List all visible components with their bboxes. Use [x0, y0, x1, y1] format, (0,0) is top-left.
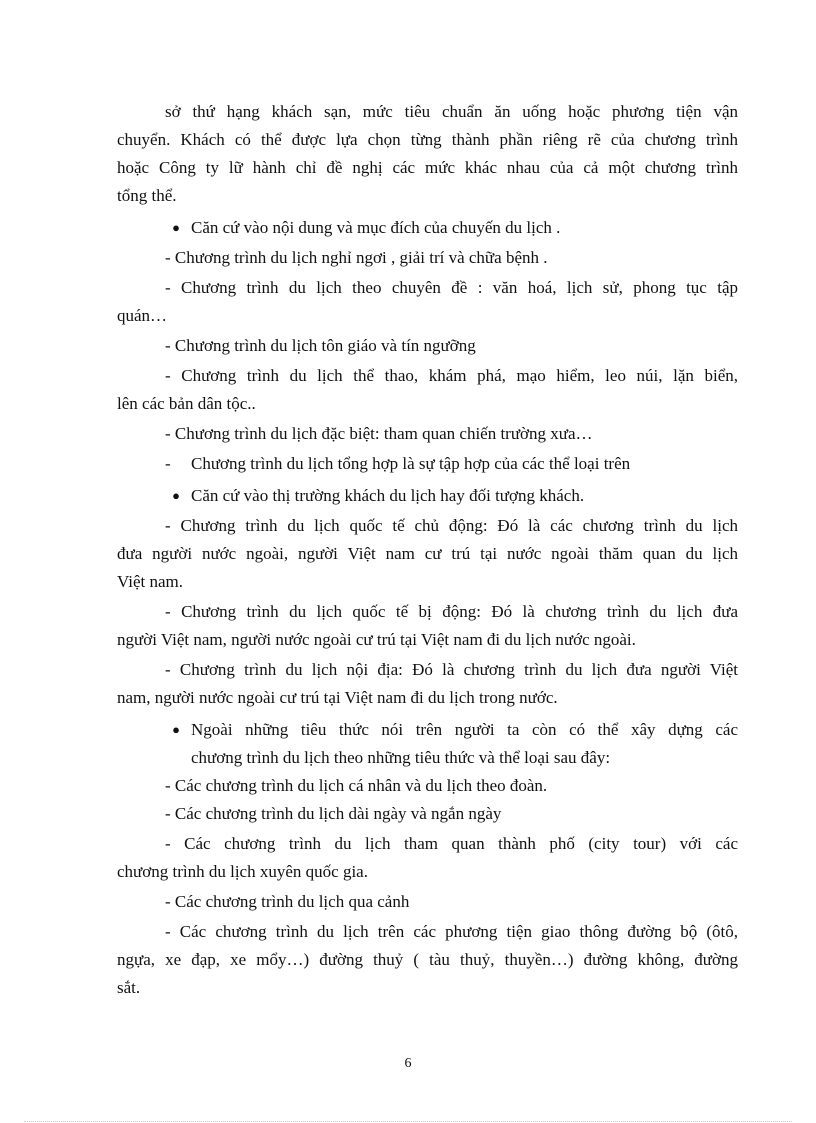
- list-item: - Các chương trình du lịch trên các phương tiện giao thông đường bộ (ôtô,: [165, 922, 738, 941]
- bullet-icon: ●: [172, 722, 180, 737]
- list-item: - Các chương trình du lịch cá nhân và du lịch theo đoàn.: [165, 776, 548, 795]
- list-item-continuation: nam, người nước ngoài cư trú tại Việt nam đi du lịch trong nước.: [117, 688, 558, 707]
- paragraph-line: sở thứ hạng khách sạn, mức tiêu chuẩn ăn uống hoặc phương tiện vận: [165, 102, 738, 121]
- list-item-continuation: quán…: [117, 306, 168, 325]
- list-item: - Chương trình du lịch nội địa: Đó là chương trình du lịch đưa người Việt: [165, 660, 738, 679]
- list-item-continuation: người Việt nam, người nước ngoài cư trú tại Việt nam đi du lịch nước ngoài.: [117, 630, 636, 649]
- list-item-text: Chương trình du lịch tổng hợp là sự tập hợp của các thể loại trên: [191, 454, 631, 473]
- list-item: - Chương trình du lịch quốc tế chủ động: Đó là các chương trình du lịch: [165, 516, 738, 535]
- bullet-text-continuation: chương trình du lịch theo những tiêu thức và thể loại sau đây:: [191, 748, 611, 767]
- bullet-text: Ngoài những tiêu thức nói trên người ta còn có thể xây dựng các: [191, 720, 738, 739]
- list-item: - Các chương trình du lịch qua cảnh: [165, 892, 410, 911]
- list-item: - Chương trình du lịch tôn giáo và tín ngưỡng: [165, 336, 476, 355]
- bullet-text: Căn cứ vào nội dung và mục đích của chuyến du lịch .: [191, 218, 561, 237]
- paragraph-line: tổng thể.: [117, 186, 177, 205]
- list-item: - Chương trình du lịch đặc biệt: tham quan chiến trường xưa…: [165, 424, 593, 443]
- list-item: - Chương trình du lịch theo chuyên đề : văn hoá, lịch sử, phong tục tập: [165, 278, 738, 297]
- list-item: [117, 450, 738, 478]
- list-item-continuation: đưa người nước ngoài, người Việt nam cư trú tại nước ngoài thăm quan du lịch: [117, 544, 738, 563]
- paragraph-line: hoặc Công ty lữ hành chỉ đề nghị các mức khác nhau của cả một chương trình: [117, 158, 738, 177]
- page-number: 6: [404, 1056, 412, 1071]
- bullet-icon: ●: [172, 220, 180, 235]
- list-item-continuation: chương trình du lịch xuyên quốc gia.: [117, 862, 368, 881]
- bullet-icon: ●: [172, 488, 180, 503]
- list-item: - Các chương trình du lịch tham quan thành phố (city tour) với các: [165, 834, 738, 853]
- paragraph-line: chuyển. Khách có thể được lựa chọn từng thành phần riêng rẽ của chương trình: [117, 130, 738, 149]
- bullet-item: [117, 482, 738, 510]
- list-item: - Chương trình du lịch quốc tế bị động: Đó là chương trình du lịch đưa: [165, 602, 738, 621]
- list-item-continuation: ngựa, xe đạp, xe mổy…) đường thuỷ ( tàu thuỷ, thuyền…) đường không, đường: [117, 950, 738, 969]
- page-body: [117, 98, 738, 1002]
- page-bottom-divider: [24, 1121, 792, 1122]
- bullet-text: Căn cứ vào thị trường khách du lịch hay đối tượng khách.: [191, 486, 585, 505]
- list-item: - Chương trình du lịch nghỉ ngơi , giải trí và chữa bệnh .: [165, 248, 548, 267]
- dash-marker: -: [165, 454, 171, 473]
- list-item: - Chương trình du lịch thể thao, khám phá, mạo hiểm, leo núi, lặn biển,: [165, 366, 738, 385]
- list-item-continuation: sắt.: [117, 978, 141, 997]
- bullet-item: [117, 716, 738, 772]
- bullet-item: [117, 214, 738, 242]
- list-item: - Các chương trình du lịch dài ngày và ngắn ngày: [165, 804, 502, 823]
- list-item-continuation: Việt nam.: [117, 572, 184, 591]
- list-item-continuation: lên các bản dân tộc..: [117, 394, 256, 413]
